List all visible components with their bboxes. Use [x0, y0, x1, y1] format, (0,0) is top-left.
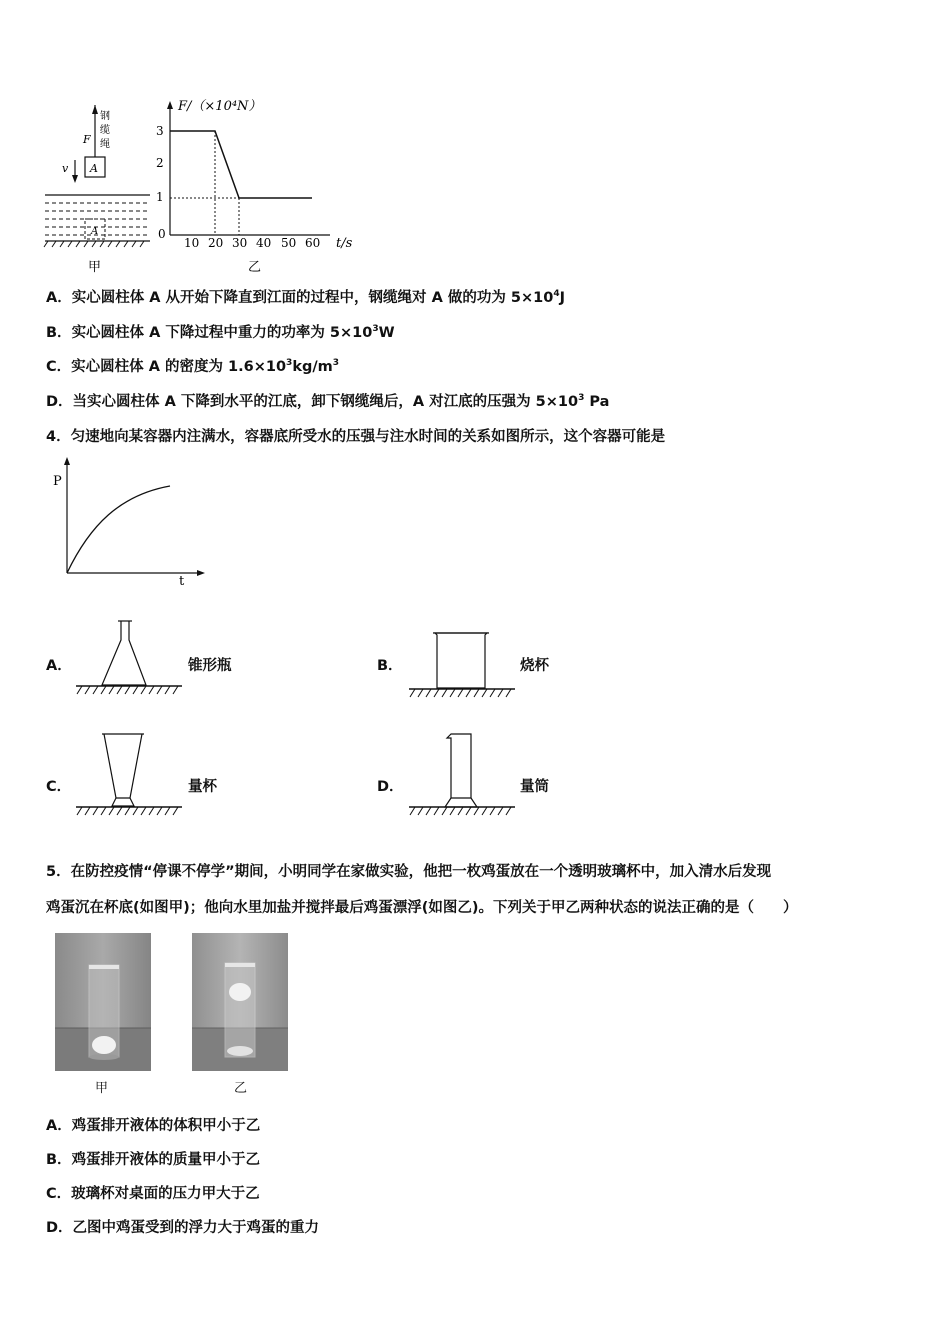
q4-option-b-name[interactable]: 烧杯 [520, 658, 549, 674]
rope-label-1: 钢 [100, 111, 110, 122]
q4-option-b-letter[interactable]: B． [377, 658, 403, 674]
x-tick-10: 10 [184, 236, 200, 250]
x-axis-title: t/s [336, 236, 353, 251]
q5-option-a[interactable]: A．鸡蛋排开液体的体积甲小于乙 [46, 1118, 261, 1134]
q4-option-c-letter[interactable]: C． [46, 779, 72, 795]
graduated-cylinder-figure [407, 730, 519, 825]
beaker-figure [407, 625, 519, 705]
graph-y-label: P [53, 474, 62, 489]
figure-jia-label: 甲 [88, 260, 102, 275]
graph-x-label: t [179, 574, 185, 589]
y-tick-2: 2 [156, 156, 164, 170]
q5-option-d[interactable]: D．乙图中鸡蛋受到的浮力大于鸡蛋的重力 [46, 1220, 320, 1236]
q4-option-c-name[interactable]: 量杯 [188, 779, 217, 795]
conical-flask-figure [74, 618, 186, 704]
rope-label-2: 缆 [100, 125, 110, 136]
y-tick-3: 3 [156, 124, 164, 138]
bottom-block-label: A [91, 226, 99, 237]
rope-label-3: 绳 [100, 139, 110, 150]
q5-stem-line2: 鸡蛋沉在杯底(如图甲)；他向水里加盐并搅拌最后鸡蛋漂浮(如图乙)。下列关于甲乙两种状态的说法正确的是（ ） [46, 900, 798, 916]
y-tick-0: 0 [158, 227, 166, 241]
q4-option-a-name[interactable]: 锥形瓶 [188, 658, 232, 674]
q3-option-b[interactable]: B．实心圆柱体 A 下降过程中重力的功率为 $5\times 10^3W$ [46, 324, 395, 341]
q4-option-d-name[interactable]: 量筒 [520, 779, 549, 795]
x-tick-50: 50 [281, 236, 297, 250]
measuring-cup-figure [74, 730, 186, 825]
q4-option-a-letter[interactable]: A． [46, 658, 72, 674]
y-axis-title: F/（×10⁴N） [178, 99, 262, 114]
x-tick-40: 40 [256, 236, 272, 250]
block-label: A [90, 162, 98, 175]
x-tick-60: 60 [305, 236, 321, 250]
egg-floating-photo [192, 933, 288, 1071]
q3-option-d[interactable]: D．当实心圆柱体 A 下降到水平的江底，卸下钢缆绳后，A 对江底的压强为 $5\times 10^3$ Pa [46, 393, 610, 410]
pressure-curve [67, 486, 170, 573]
q3-option-a[interactable]: A．实心圆柱体 A 从开始下降直到江面的过程中，钢缆绳对 A 做的功为 $5\times 10^4J$ [46, 289, 566, 306]
q3-option-c[interactable]: C．实心圆柱体 A 的密度为 $1.6\times 10^3kg/m^3$ [46, 358, 340, 375]
x-tick-20: 20 [208, 236, 224, 250]
figure-yi-label: 乙 [248, 260, 262, 275]
force-time-line [170, 131, 312, 198]
q4-stem: 4．匀速地向某容器内注满水，容器底所受水的压强与注水时间的关系如图所示，这个容器可能是 [46, 429, 666, 445]
photo-jia-label: 甲 [95, 1081, 109, 1096]
figure-yi-graph [150, 95, 370, 275]
q5-stem-line1: 5．在防控疫情“停课不停学”期间，小明同学在家做实验，他把一枚鸡蛋放在一个透明玻璃杯中，加入清水后发现 [46, 864, 772, 880]
egg-sinking-photo [55, 933, 151, 1071]
q5-option-b[interactable]: B．鸡蛋排开液体的质量甲小于乙 [46, 1152, 261, 1168]
photo-yi-label: 乙 [234, 1081, 248, 1096]
figure-jia [40, 105, 160, 275]
velocity-label: v [62, 162, 69, 175]
q5-option-c[interactable]: C．玻璃杯对桌面的压力甲大于乙 [46, 1186, 260, 1202]
y-tick-1: 1 [156, 190, 164, 204]
q4-pressure-graph [45, 455, 215, 590]
q4-option-d-letter[interactable]: D． [377, 779, 404, 795]
x-tick-30: 30 [232, 236, 248, 250]
force-label: F [83, 133, 91, 146]
